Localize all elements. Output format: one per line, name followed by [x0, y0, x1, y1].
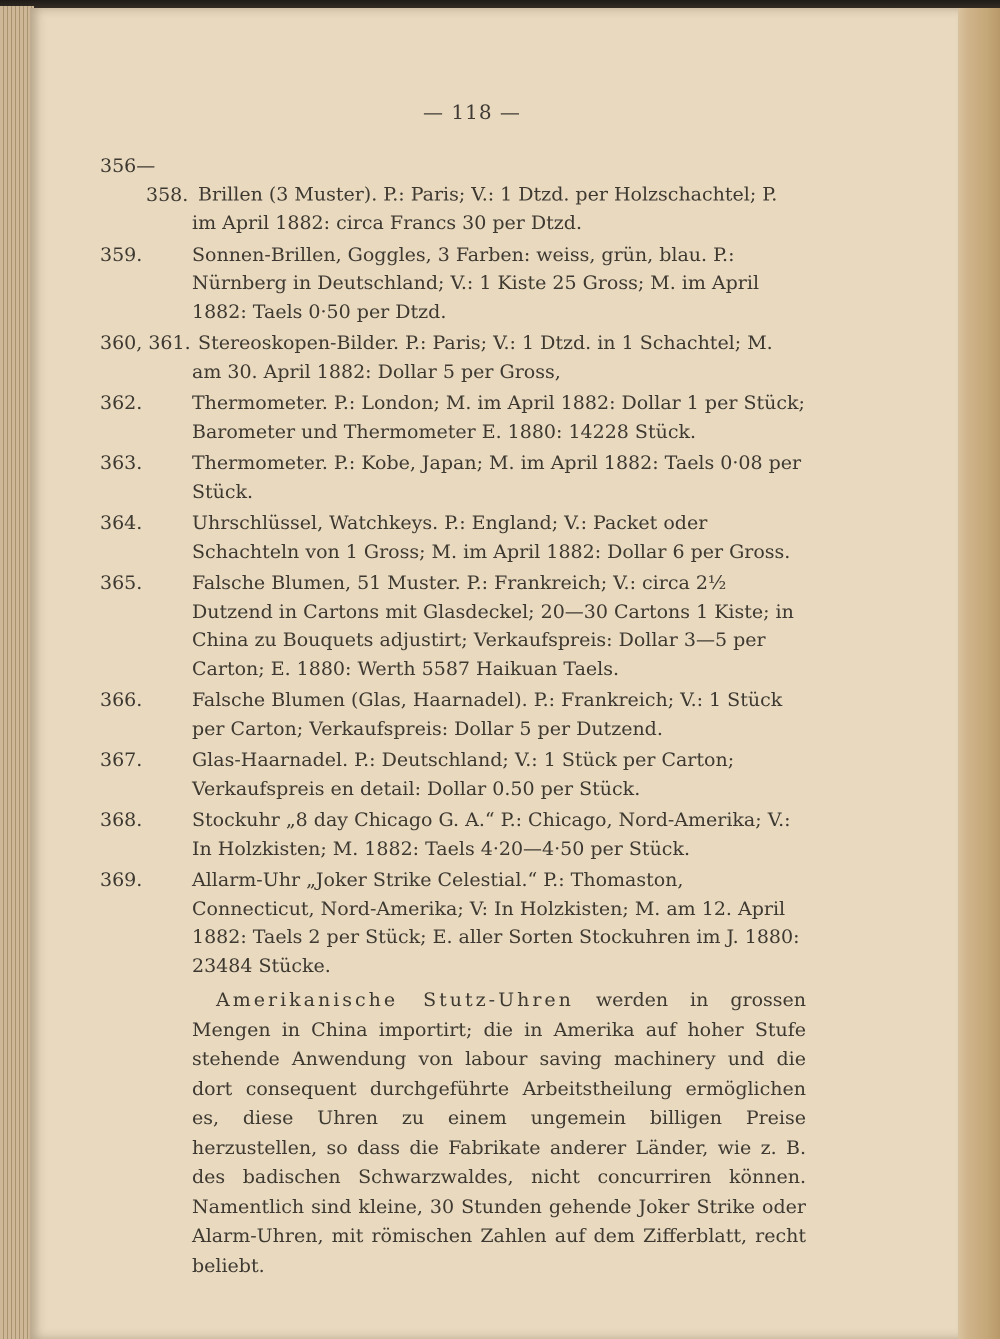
- entry-text: Falsche Blumen, 51 Muster. P.: Frankreich; V.: circa 2½ Dutzend in Cartons mit Glasdeckel; 20—30 Cartons 1 Kiste; in China zu Bouquets adjustirt; Verkaufspreis: Dollar 3—5 per Carton; E. 1880: Werth 5587 Haikuan Taels.: [192, 572, 794, 680]
- page-content: [100, 152, 806, 1300]
- paragraph-text: werden in grossen Mengen in China importirt; die in Amerika auf hoher Stufe stehende Anwendung von labour saving machinery und die dort consequent durchgeführte Arbeitstheilung ermöglichen es, diese Uhren zu einem ungemein billigen Preise herzustellen, so dass die Fabrikate anderer Länder, wie z. B. des badischen Schwarzwaldes, nicht concurriren können. Namentlich sind kleine, 30 Stunden gehende Joker Strike oder Alarm-Uhren, mit römischen Zahlen auf dem Zifferblatt, recht beliebt.: [192, 989, 806, 1277]
- entry-text: Sonnen-Brillen, Goggles, 3 Farben: weiss, grün, blau. P.: Nürnberg in Deutschland; V.: 1 Kiste 25 Gross; M. im April 1882: Taels 0·50 per Dtzd.: [192, 243, 760, 323]
- entry-356-358: [100, 152, 806, 238]
- entry-number: 363.: [100, 452, 143, 474]
- entry-number: 367.: [100, 749, 143, 771]
- entry-366: [100, 686, 806, 743]
- entry-number: 359.: [100, 243, 143, 266]
- paragraph-lead: Amerikanische Stutz-Uhren: [216, 989, 574, 1011]
- entry-text: Stockuhr „8 day Chicago G. A.“ P.: Chicago, Nord-Amerika; V.: In Holzkisten; M. 1882: Taels 4·20—4·50 per Stück.: [192, 809, 791, 860]
- entry-number: 360, 361.: [100, 332, 191, 354]
- entry-text: Falsche Blumen (Glas, Haarnadel). P.: Frankreich; V.: 1 Stück per Carton; Verkaufspreis: Dollar 5 per Dutzend.: [192, 689, 783, 740]
- left-page-edges: [0, 6, 34, 1339]
- entry-369: [100, 866, 806, 980]
- entry-367: [100, 746, 806, 803]
- right-page-edge: [958, 8, 1000, 1339]
- entry-text: Allarm-Uhr „Joker Strike Celestial.“ P.: Thomaston, Connecticut, Nord-Amerika; V: In Holzkisten; M. am 12. April 1882: Taels 2 per Stück; E. aller Sorten Stockuhren im J. 1880: 23484 Stücke.: [192, 869, 800, 977]
- entry-text: Glas-Haarnadel. P.: Deutschland; V.: 1 Stück per Carton; Verkaufspreis en detail: Dollar 0.50 per Stück.: [192, 749, 735, 800]
- entry-number: 364.: [100, 512, 143, 534]
- entry-text: Thermometer. P.: Kobe, Japan; M. im April 1882: Taels 0·08 per Stück.: [192, 452, 802, 503]
- entry-text: Thermometer. P.: London; M. im April 1882: Dollar 1 per Stück; Barometer und Thermometer E. 1880: 14228 Stück.: [192, 392, 805, 443]
- entry-number: 356—358.: [100, 155, 189, 206]
- entry-text: Brillen (3 Muster). P.: Paris; V.: 1 Dtzd. per Holzschachtel; P. im April 1882: circa Francs 30 per Dtzd.: [192, 183, 778, 234]
- entry-365: [100, 569, 806, 683]
- page-number-header: — 118 —: [423, 100, 521, 124]
- entry-363: [100, 449, 806, 506]
- entry-text: Uhrschlüssel, Watchkeys. P.: England; V.: Packet oder Schachteln von 1 Gross; M. im April 1882: Dollar 6 per Gross.: [192, 512, 791, 563]
- entry-number: 366.: [100, 689, 143, 711]
- entry-text: Stereoskopen-Bilder. P.: Paris; V.: 1 Dtzd. in 1 Schachtel; M. am 30. April 1882: Dollar 5 per Gross,: [192, 332, 773, 383]
- body-paragraph: [146, 986, 806, 1281]
- entry-number: 365.: [100, 572, 143, 594]
- entry-364: [100, 509, 806, 566]
- entry-359: [100, 241, 806, 327]
- entry-362: [100, 389, 806, 446]
- entry-number: 368.: [100, 809, 143, 831]
- entry-number: 362.: [100, 392, 143, 414]
- entry-368: [100, 806, 806, 863]
- entry-360-361: [100, 329, 806, 386]
- entry-number: 369.: [100, 869, 143, 891]
